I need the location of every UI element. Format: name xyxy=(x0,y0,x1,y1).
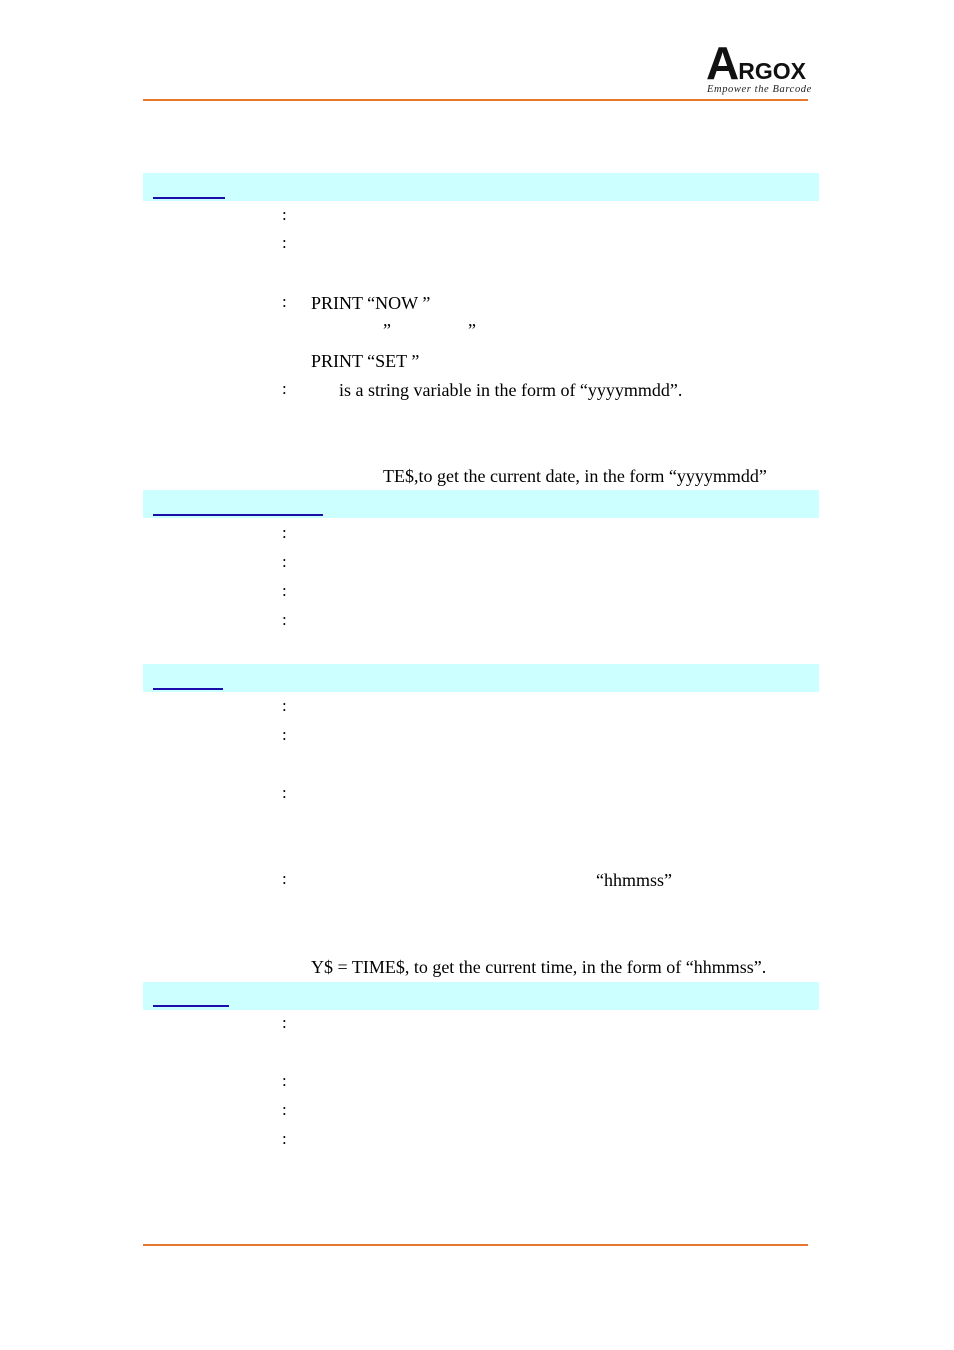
header-rule xyxy=(143,99,808,101)
section-band-3 xyxy=(143,664,819,692)
section-band-4 xyxy=(143,982,819,1010)
logo-rest: RGOX xyxy=(738,58,806,84)
footer-rule xyxy=(143,1244,808,1246)
closing-quote: ” xyxy=(468,320,476,340)
field-colon: : xyxy=(282,1129,287,1148)
field-colon: : xyxy=(282,696,287,715)
field-colon: : xyxy=(282,581,287,600)
logo-wordmark xyxy=(706,37,806,89)
field-colon: : xyxy=(282,869,287,888)
section-band-1 xyxy=(143,173,819,201)
field-colon: : xyxy=(282,379,287,398)
field-colon: : xyxy=(282,1100,287,1119)
print-now-line: PRINT “NOW ” xyxy=(311,293,431,313)
field-colon: : xyxy=(282,1071,287,1090)
field-colon: : xyxy=(282,610,287,629)
section-link-2[interactable] xyxy=(153,514,323,516)
field-colon: : xyxy=(282,233,287,252)
field-colon: : xyxy=(282,1013,287,1032)
field-colon: : xyxy=(282,783,287,802)
time-format: “hhmmss” xyxy=(596,870,672,890)
argox-logo xyxy=(706,37,816,98)
closing-quote: ” xyxy=(383,320,391,340)
section-link-4[interactable] xyxy=(153,1005,229,1007)
field-colon: : xyxy=(282,205,287,224)
field-colon: : xyxy=(282,292,287,311)
date-format-note: is a string variable in the form of “yyyymmdd”. xyxy=(339,380,683,400)
field-colon: : xyxy=(282,523,287,542)
print-set-line: PRINT “SET ” xyxy=(311,351,420,371)
logo-tagline: Empower the Barcode xyxy=(707,84,812,95)
field-colon: : xyxy=(282,725,287,744)
logo-initial: A xyxy=(706,37,739,89)
section-link-1[interactable] xyxy=(153,197,225,199)
field-colon: : xyxy=(282,552,287,571)
date-example-line: TE$,to get the current date, in the form “yyyymmdd” xyxy=(383,466,767,486)
section-link-3[interactable] xyxy=(153,688,223,690)
time-example-line: Y$ = TIME$, to get the current time, in the form of “hhmmss”. xyxy=(311,957,767,977)
